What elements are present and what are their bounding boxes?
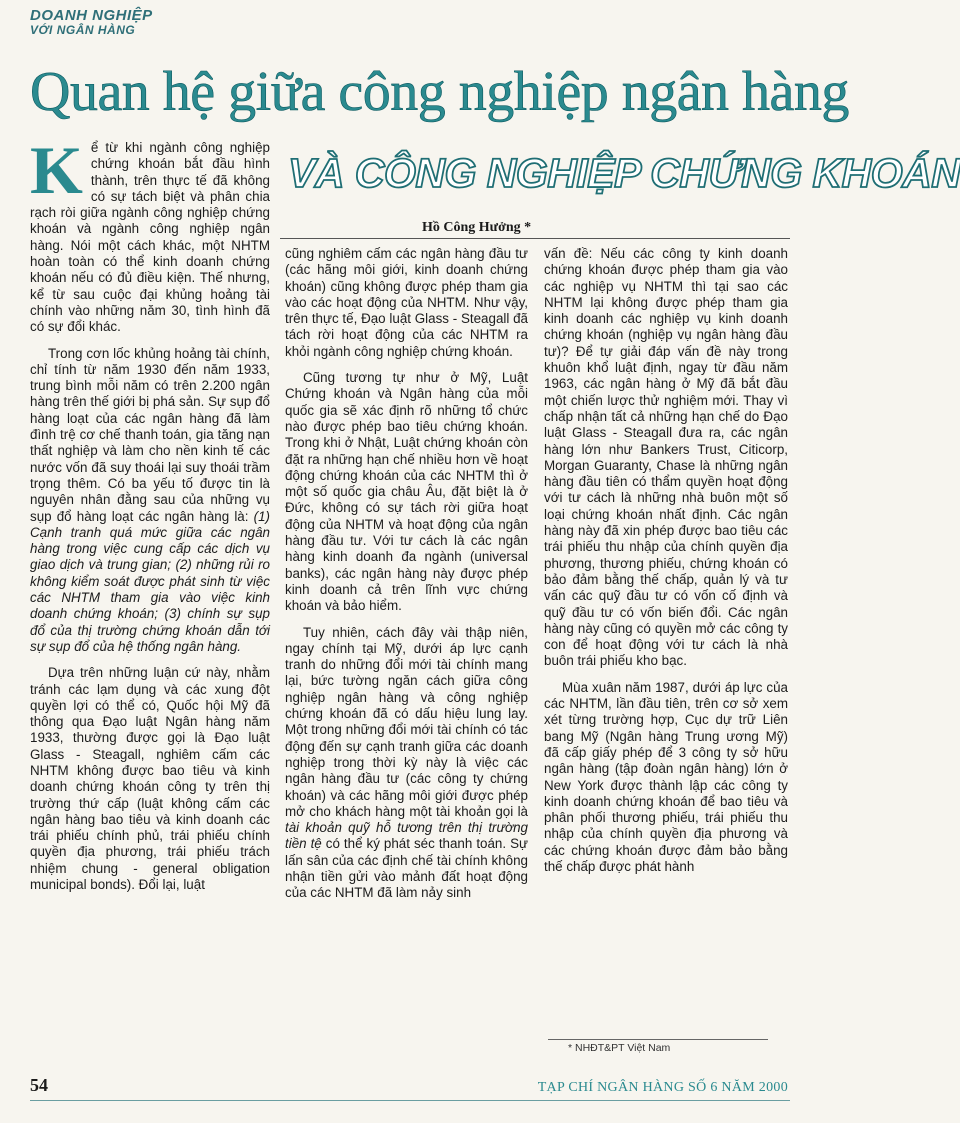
- article-subtitle: VÀ CÔNG NGHIỆP CHỨNG KHOÁN: [288, 150, 960, 196]
- section-tag-line1: DOANH NGHIỆP: [30, 7, 153, 24]
- paragraph-italic-text: (1) Cạnh tranh quá mức giữa các ngân hàng trong việc cung cấp các dịch vụ giao dịch và trung gian; (2) những rủi ro không kiểm soát được phát sinh từ việc các NHTM tham gia vào việc kinh doanh chứng khoán; (3) chính sự sụp đổ của thị trường chứng khoán dẫn tới sự sụp đổ của hệ thống ngân hàng.: [30, 508, 270, 654]
- paragraph-text: có thể ký phát séc thanh toán. Sự lấn sân của các định chế tài chính không nhận tiền gửi vào mảnh đất hoạt động của các NHTM đã làm nảy sinh: [285, 836, 528, 901]
- journal-footer: TẠP CHÍ NGÂN HÀNG SỐ 6 NĂM 2000: [537, 1080, 788, 1095]
- article-title: Quan hệ giữa công nghiệp ngân hàng: [30, 61, 849, 123]
- paragraph: [285, 625, 528, 902]
- paragraph: [30, 132, 270, 336]
- section-tag: [30, 8, 153, 36]
- author-divider: [280, 238, 790, 239]
- paragraph-text: Trong cơn lốc khủng hoảng tài chính, chỉ tính từ năm 1930 đến năm 1933, trung bình mỗi năm có trên 2.200 ngân hàng trên thế giới bị phá sản. Sự sụp đổ hàng loạt của các ngân hàng đã làm đình trệ cơ chế thanh toán, gia tăng nạn thất nghiệp và làm cho nền kinh tế các nước vốn đã suy thoái lại suy thoái trầm trọng thêm. Có ba yếu tố được tin là nguyên nhân đằng sau của những vụ sụp đổ hàng loạt các ngân hàng là:: [30, 345, 270, 524]
- paragraph: cũng nghiêm cấm các ngân hàng đầu tư (các hãng môi giới, kinh doanh chứng khoán) cũng không được phép tham gia vào các hoạt động của NHTM. Như vậy, trên thực tế, Đạo luật Glass - Steagall đã tách rời hoạt động của các NHTM ra khỏi ngành công nghiệp chứng khoán.: [285, 246, 528, 359]
- paragraph-text: ể từ khi ngành công nghiệp chứng khoán bắt đầu hình thành, trên thực tế đã không có sự tách biệt và phân chia rạch ròi giữa ngành công nghiệp chứng khoán và ngành công nghiệp ngân hàng. Nói một cách khác, một NHTM hoàn toàn có thể kinh doanh chứng khoán nếu có đủ điều kiện. Thế nhưng, kể từ sau cuộc đại khủng hoảng tài chính vào những năm 30, tình hình đã có sự đổi khác.: [30, 140, 270, 335]
- paragraph-italic-text: tài khoản quỹ hỗ tương trên thị trường tiền tệ: [285, 820, 528, 852]
- column-3: [544, 246, 788, 875]
- column-2: [285, 246, 528, 902]
- paragraph: vấn đề: Nếu các công ty kinh doanh chứng khoán được phép tham gia vào các nghiệp vụ NHTM thì tại sao các NHTM lại không được phép tham gia kinh doanh các nghiệp vụ kinh doanh chứng khoán (nghiệp vụ ngân hàng đầu tư)? Để tự giải đáp vấn đề này trong khuôn khổ luật định, ngay từ đầu năm 1963, các ngân hàng ở Mỹ đã bắt đầu một chiến lược thử nghiệm mới. Thay vì chấp nhận tất cả những hạn chế do Đạo luật Glass - Steagall đưa ra, các ngân hàng lớn như Bankers Trust, Citicorp, Morgan Guaranty, Chase là những ngân hàng đầu tiên có thẩm quyền hoạt động với tư cách là những nhà buôn một số loại chứng khoán nhất định. Các ngân hàng này đã xin phép được bao tiêu các trái phiếu thu nhập của chính quyền địa phương, thương phiếu, chứng khoán có bảo đảm bằng thế chấp, quản lý và tư vấn các quỹ đầu tư có vốn cố định và quỹ đầu tư có vốn biến đổi. Các ngân hàng này cũng có quyền mở các công ty con để hoạt động với tư cách là nhà buôn trái phiếu kho bạc.: [544, 246, 788, 669]
- drop-cap: K: [30, 132, 83, 208]
- paragraph: [30, 346, 270, 656]
- paragraph: Cũng tương tự như ở Mỹ, Luật Chứng khoán và Ngân hàng của mỗi quốc gia sẽ xác định rõ những tổ chức nào được phép bao tiêu chứng khoán. Trong khi ở Nhật, Luật chứng khoán còn đặt ra những hạn chế nhiều hơn về hoạt động chứng khoán của các NHTM thì ở một số quốc gia châu Âu, đặt biệt là ở Đức, không có sự tách rời giữa hoạt động của NHTM và hoạt động của ngân hàng đầu tư. Với tư cách là các ngân hàng kinh doanh đa ngành (universal banks), các ngân hàng này được phép kinh doanh cả trên lĩnh vực chứng khoán và bảo hiểm.: [285, 370, 528, 614]
- paragraph: Mùa xuân năm 1987, dưới áp lực của các NHTM, lần đầu tiên, trên cơ sở xem xét từng trường hợp, Cục dự trữ Liên bang Mỹ (Ngân hàng Trung ương Mỹ) đã cấp giấy phép để 3 công ty sở hữu ngân hàng (tập đoàn ngân hàng) lớn ở New York được thành lập các công ty kinh doanh chứng khoán để bao tiêu và phân phối thương phiếu, trái phiếu thu nhập của chính quyền địa phương và các chứng khoán được đảm bảo bằng thế chấp được phát hành: [544, 679, 788, 874]
- section-tag-line2: VỚI NGÂN HÀNG: [30, 22, 136, 37]
- paragraph-text: Tuy nhiên, cách đây vài thập niên, ngay chính tại Mỹ, dưới áp lực cạnh tranh do những đổi mới tài chính mang lại, bức tường ngăn cách giữa công nghiệp ngân hàng và công nghiệp chứng khoán đã có dấu hiệu lung lay. Một trong những đổi mới tài chính có tác động đến sự cạnh tranh giữa các doanh nghiệp trong thời kỳ này là việc các ngân hàng đầu tư (các công ty chứng khoán) và các hãng môi giới được phép mở cho khách hàng một tài khoản gọi là: [285, 624, 528, 819]
- column-1: [30, 132, 270, 893]
- author-byline: Hồ Công Hưởng *: [422, 220, 532, 235]
- footnote: * NHĐT&PT Việt Nam: [548, 1039, 768, 1054]
- footer-divider: [30, 1100, 790, 1101]
- page-number: 54: [30, 1075, 48, 1095]
- paragraph: Dựa trên những luận cứ này, nhằm tránh các lạm dụng và các xung đột quyền lợi có thể có, Quốc hội Mỹ đã thông qua Đạo luật Ngân hàng năm 1933, thường được gọi là Đạo luật Glass - Steagall, nghiêm cấm các NHTM không được bao tiêu và kinh doanh chứng khoán công ty trên thị trường thứ cấp (luật không cấm các ngân hàng bao tiêu và kinh doanh các trái phiếu chính phủ, trái phiếu chính quyền địa phương, trái phiếu trách nhiệm chung - general obligation municipal bonds). Đổi lại, luật: [30, 665, 270, 893]
